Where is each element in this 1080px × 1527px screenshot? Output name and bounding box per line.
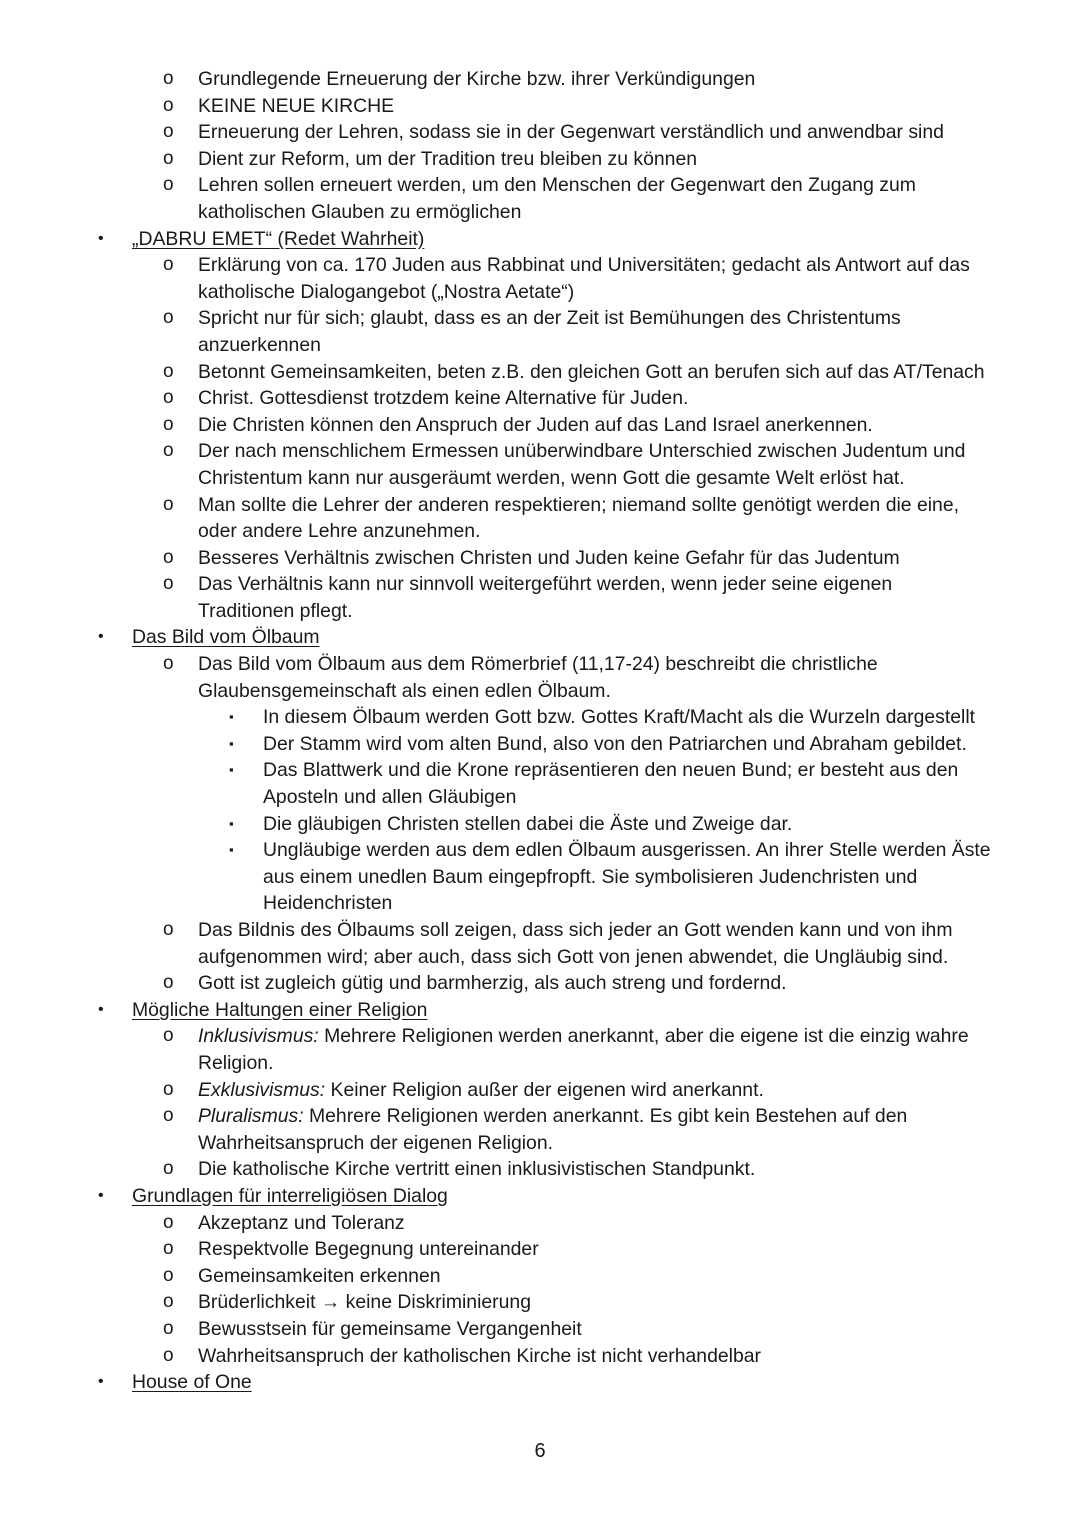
list-item [0,731,1080,758]
list-item [0,385,1080,412]
list-item-continuation [0,1130,1080,1157]
bullet-circle-icon: o [163,1317,174,1339]
item-text: Besseres Verhältnis zwischen Christen und Juden keine Gefahr für das Judentum [198,546,900,569]
list-item [0,492,1080,519]
item-text: Das Verhältnis kann nur sinnvoll weitergeführt werden, wenn jeder seine eigenen [198,573,893,596]
list-item [0,1316,1080,1343]
term-definition: Mehrere Religionen werden anerkannt, aber die eigene ist die einzig wahre [318,1025,969,1048]
item-text: Erneuerung der Lehren, sodass sie in der Gegenwart verständlich und anwendbar sind [198,121,944,144]
list-item [0,1210,1080,1237]
term-label: Inklusivismus: [198,1025,319,1048]
bullet-circle-icon: o [163,653,174,675]
item-text: Akzeptanz und Toleranz [198,1211,405,1234]
section-heading: Mögliche Haltungen einer Religion [132,998,428,1021]
list-item-continuation [0,864,1080,891]
item-text: KEINE NEUE KIRCHE [198,94,395,117]
bullet-circle-icon: o [163,546,174,568]
item-text: Das Blattwerk und die Krone repräsentieren den neuen Bund; er besteht aus den [263,759,959,782]
item-text: Respektvolle Begegnung untereinander [198,1238,539,1261]
section-heading-row [0,1183,1080,1210]
list-item [0,837,1080,864]
list-item [0,412,1080,439]
bullet-circle-icon: o [163,1344,174,1366]
list-item-continuation [0,678,1080,705]
section-heading-row [0,624,1080,651]
item-text: katholischen Glauben zu ermöglichen [198,200,522,223]
list-item-continuation [0,598,1080,625]
list-item [0,1103,1080,1130]
item-text: Ungläubige werden aus dem edlen Ölbaum ausgerissen. An ihrer Stelle werden Äste [263,839,991,862]
item-text: Heidenchristen [263,892,393,915]
section-heading-row [0,1369,1080,1396]
item-text [198,1023,969,1050]
item-text: Die Christen können den Anspruch der Juden auf das Land Israel anerkennen. [198,413,873,436]
bullet-circle-icon: o [163,174,174,196]
list-item-continuation [0,890,1080,917]
bullet-circle-icon: o [163,493,174,515]
item-text: Glaubensgemeinschaft als einen edlen Ölbaum. [198,679,611,702]
term-label: Exklusivismus: [198,1078,326,1101]
item-text: Spricht nur für sich; glaubt, dass es an der Zeit ist Bemühungen des Christentums [198,307,901,330]
bullet-square-icon: ▪ [229,735,234,751]
item-text: aus einem unedlen Baum eingepfropft. Sie symbolisieren Judenchristen und [263,865,918,888]
term-label: Pluralismus: [198,1105,304,1128]
item-text: Die gläubigen Christen stellen dabei die Äste und Zweige dar. [263,812,793,835]
list-item [0,1289,1080,1316]
item-text: aufgenommen wird; aber auch, dass sich Gott von jenen abwendet, die Ungläubig sind. [198,945,949,968]
item-text: Gott ist zugleich gütig und barmherzig, als auch streng und fordernd. [198,972,787,995]
list-item [0,438,1080,465]
section-heading: „DABRU EMET“ (Redet Wahrheit) [132,227,425,250]
list-item [0,1023,1080,1050]
section-heading-row [0,997,1080,1024]
bullet-circle-icon: o [163,147,174,169]
list-item [0,571,1080,598]
item-text: katholische Dialogangebot („Nostra Aetate“) [198,280,575,303]
section-heading: House of One [132,1371,252,1394]
item-text: Traditionen pflegt. [198,599,353,622]
item-text: Lehren sollen erneuert werden, um den Menschen der Gegenwart den Zugang zum [198,174,916,197]
list-item-continuation [0,279,1080,306]
list-item [0,651,1080,678]
item-text: Das Bildnis des Ölbaums soll zeigen, dass sich jeder an Gott wenden kann und von ihm [198,919,953,941]
item-text [198,1077,764,1104]
list-item [0,172,1080,199]
bullet-disc-icon: • [98,229,104,247]
item-text: Dient zur Reform, um der Tradition treu bleiben zu können [198,147,698,170]
bullet-disc-icon: • [98,1186,104,1204]
bullet-circle-icon: o [163,972,174,994]
bullet-disc-icon: • [98,628,104,646]
list-item [0,1156,1080,1183]
item-text: Aposteln und allen Gläubigen [263,786,517,809]
list-item [0,119,1080,146]
bullet-circle-icon: o [163,440,174,462]
item-text: Christentum kann nur ausgeräumt werden, wenn Gott die gesamte Welt erlöst hat. [198,466,905,489]
item-text: Man sollte die Lehrer der anderen respektieren; niemand sollte genötigt werden die eine, [198,493,960,516]
list-item [0,1343,1080,1370]
bullet-circle-icon: o [163,1158,174,1180]
list-item-continuation [0,944,1080,971]
item-text: oder andere Lehre anzunehmen. [198,520,481,543]
bullet-circle-icon: o [163,1078,174,1100]
list-item [0,917,1080,944]
page-number: 6 [534,1440,546,1462]
list-item [0,704,1080,731]
item-text [198,1103,907,1130]
list-item-continuation [0,199,1080,226]
list-item [0,66,1080,93]
item-text: Wahrheitsanspruch der eigenen Religion. [198,1131,553,1154]
bullet-square-icon: ▪ [229,815,234,831]
item-text: Brüderlichkeit → keine Diskriminierung [198,1291,531,1314]
bullet-circle-icon: o [163,121,174,143]
bullet-disc-icon: • [98,1000,104,1018]
list-item [0,757,1080,784]
list-item-continuation [0,518,1080,545]
bullet-circle-icon: o [163,1238,174,1260]
list-item [0,1236,1080,1263]
bullet-disc-icon: • [98,1373,104,1391]
list-item [0,545,1080,572]
item-text: Bewusstsein für gemeinsame Vergangenheit [198,1317,582,1340]
list-item [0,359,1080,386]
list-item [0,1077,1080,1104]
item-text: Grundlegende Erneuerung der Kirche bzw. ihrer Verkündigungen [198,68,756,90]
list-item-continuation [0,784,1080,811]
item-text: Der nach menschlichem Ermessen unüberwindbare Unterschied zwischen Judentum und [198,440,966,463]
item-text: Gemeinsamkeiten erkennen [198,1264,441,1287]
section-heading: Grundlagen für interreligiösen Dialog [132,1184,448,1207]
bullet-circle-icon: o [163,919,174,940]
bullet-circle-icon: o [163,1211,174,1233]
list-item [0,970,1080,997]
bullet-circle-icon: o [163,1105,174,1127]
item-text: Betonnt Gemeinsamkeiten, beten z.B. den gleichen Gott an berufen sich auf das AT/Tenach [198,360,985,383]
item-text: Wahrheitsanspruch der katholischen Kirche ist nicht verhandelbar [198,1344,761,1367]
list-item [0,305,1080,332]
bullet-circle-icon: o [163,307,174,329]
item-text: Christ. Gottesdienst trotzdem keine Alternative für Juden. [198,387,689,410]
item-text: anzuerkennen [198,333,321,356]
section-heading-row [0,226,1080,253]
list-item [0,146,1080,173]
bullet-circle-icon: o [163,94,174,116]
item-text: Religion. [198,1051,274,1074]
item-text: Das Bild vom Ölbaum aus dem Römerbrief (11,17-24) beschreibt die christliche [198,653,878,676]
item-text: Der Stamm wird vom alten Bund, also von den Patriarchen und Abraham gebildet. [263,732,967,755]
bullet-square-icon: ▪ [229,762,234,778]
list-item [0,811,1080,838]
bullet-circle-icon: o [163,1291,174,1313]
bullet-circle-icon: o [163,1025,174,1047]
bullet-list [0,66,1080,1396]
list-item [0,93,1080,120]
list-item-continuation [0,1050,1080,1077]
bullet-square-icon: ▪ [229,842,234,858]
list-item-continuation [0,465,1080,492]
bullet-circle-icon: o [163,387,174,409]
bullet-circle-icon: o [163,68,174,89]
bullet-square-icon: ▪ [229,709,234,725]
bullet-circle-icon: o [163,573,174,595]
bullet-circle-icon: o [163,413,174,435]
bullet-circle-icon: o [163,360,174,382]
term-definition: Keiner Religion außer der eigenen wird anerkannt. [325,1078,764,1101]
list-item [0,1263,1080,1290]
item-text: In diesem Ölbaum werden Gott bzw. Gottes Kraft/Macht als die Wurzeln dargestellt [263,706,976,729]
item-text: Erklärung von ca. 170 Juden aus Rabbinat und Universitäten; gedacht als Antwort auf das [198,254,970,277]
item-text: Die katholische Kirche vertritt einen inklusivistischen Standpunkt. [198,1158,756,1181]
list-item [0,252,1080,279]
section-heading: Das Bild vom Ölbaum [132,626,320,649]
term-definition: Mehrere Religionen werden anerkannt. Es gibt kein Bestehen auf den [303,1105,908,1128]
bullet-circle-icon: o [163,254,174,276]
list-item-continuation [0,332,1080,359]
bullet-circle-icon: o [163,1264,174,1286]
